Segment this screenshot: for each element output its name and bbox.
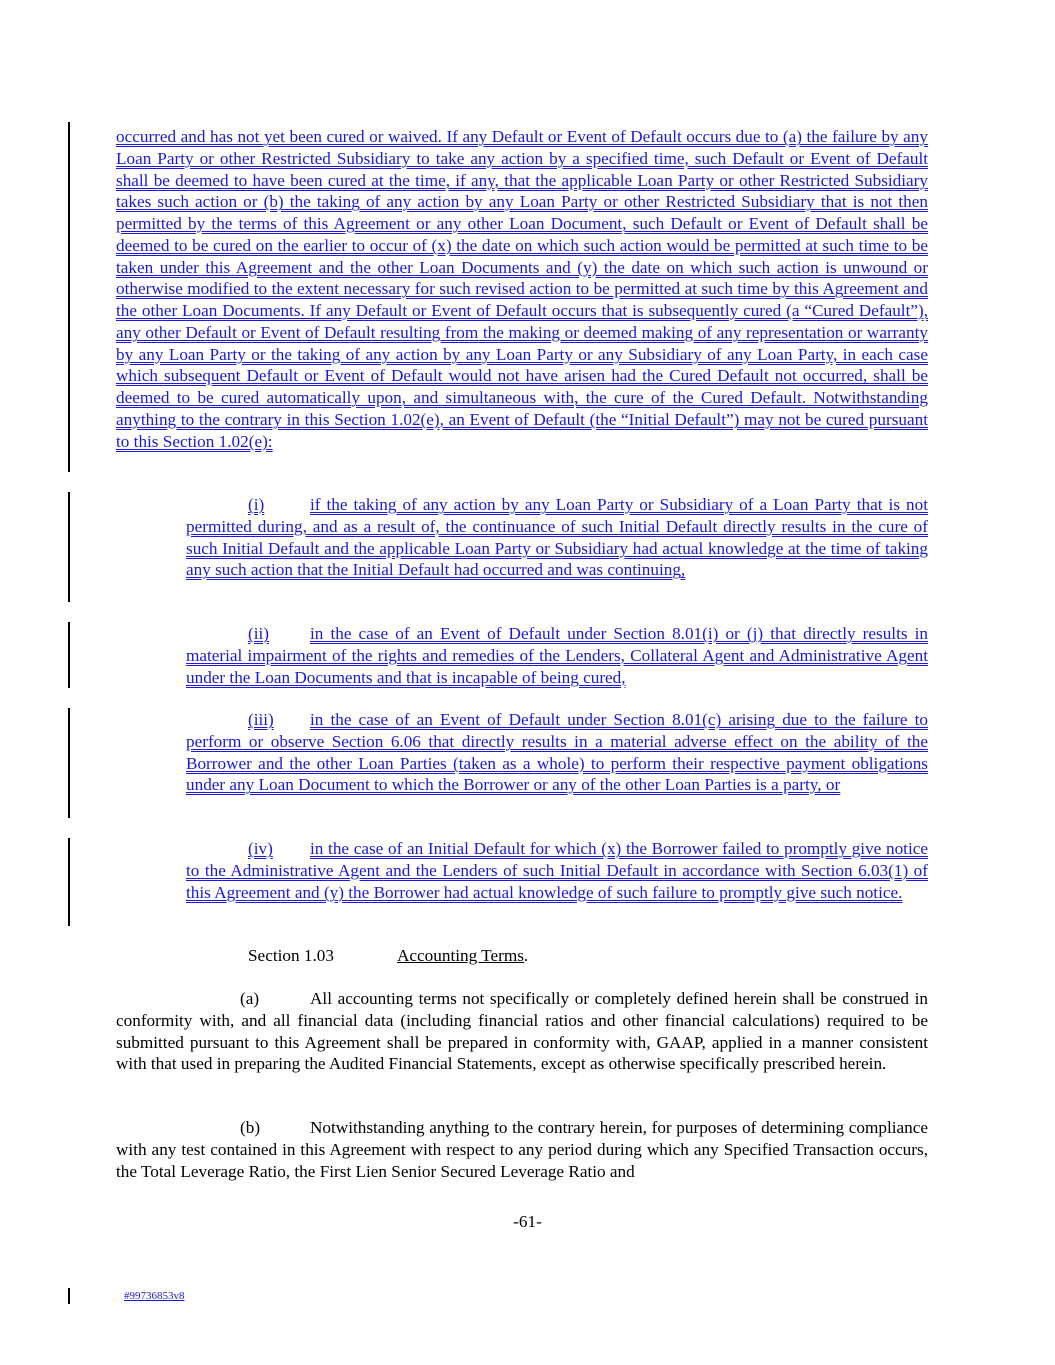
- paragraph-label: (b): [240, 1118, 261, 1137]
- intro-paragraph-text: occurred and has not yet been cured or waived. If any Default or Event of Default occurs due to (a) the failure by any Loan Party or other Restricted Subsidiary to take any action by a specified time, such Default or Event of Default shall be deemed to have been cured at the time, if any, that the applicable Loan Party or other Restricted Subsidiary takes such action or (b) the taking of any action by any Loan Party or other Restricted Subsidiary that is not then permitted by the terms of this Agreement or any other Loan Document, such Default or Event of Default shall be deemed to be cured on the earlier to occur of (x) the date on which such action would be permitted at such time to be taken under this Agreement and the other Loan Documents and (y) the date on which such action is unwound or otherwise modified to the extent necessary for such revised action to be permitted at such time by this Agreement and the other Loan Documents. If any Default or Event of Default occurs that is subsequently cured (a “Cured Default”), any other Default or Event of Default resulting from the making or deemed making of any representation or warranty by any Loan Party or the taking of any action by any Loan Party or any Subsidiary of any Loan Party, in each case which subsequent Default or Event of Default would not have arisen had the Cured Default not occurred, shall be deemed to be cured automatically upon, and simultaneous with, the cure of the Cured Default. Notwithstanding anything to the contrary in this Section 1.02(e), an Event of Default (the “Initial Default”) may not be cured pursuant to this Section 1.02(e):: [116, 127, 928, 451]
- page-number: -61-: [513, 1212, 542, 1231]
- paragraph-text: All accounting terms not specifically or completely defined herein shall be construed in conformity with, and all financial data (including financial ratios and other financial calculations) required to be submitted pursuant to this Agreement shall be prepared in conformity with, GAAP, applied in a manner consistent with that used in preparing the Audited Financial Statements, except as otherwise specifically prescribed herein.: [116, 989, 928, 1074]
- change-bar: [68, 838, 70, 926]
- change-bar: [68, 708, 70, 818]
- document-id: #99736853v8: [124, 1290, 185, 1302]
- item-text: in the case of an Event of Default under Section 8.01(c) arising due to the failure to perform or observe Section 6.06 that directly results in a material adverse effect on the ability of the Borrower and the other Loan Parties (taken as a whole) to perform their respective payment obligations under any Loan Document to which the Borrower or any of the other Loan Parties is a party, or: [186, 710, 928, 795]
- section-title: Accounting Terms: [397, 946, 524, 965]
- section-heading: [248, 945, 528, 967]
- section-number: Section 1.03: [248, 946, 334, 965]
- paragraph-b: [116, 1117, 928, 1182]
- item-text: in the case of an Event of Default under Section 8.01(i) or (j) that directly results in material impairment of the rights and remedies of the Lenders, Collateral Agent and Administrative Agent under the Loan Documents and that is incapable of being cured,: [186, 624, 928, 687]
- list-item: [186, 838, 928, 903]
- change-bar: [68, 1288, 70, 1304]
- item-number: (iii): [248, 710, 274, 729]
- item-number: (iv): [248, 839, 273, 858]
- intro-paragraph: [116, 126, 928, 452]
- section-title-period: .: [523, 946, 529, 965]
- item-number: (i): [248, 495, 265, 514]
- item-text: in the case of an Initial Default for which (x) the Borrower failed to promptly give notice to the Administrative Agent and the Lenders of such Initial Default in accordance with Section 6.03(1) of this Agreement and (y) the Borrower had actual knowledge of such failure to promptly give such notice.: [186, 839, 928, 902]
- change-bar: [68, 492, 70, 602]
- paragraph-text: Notwithstanding anything to the contrary herein, for purposes of determining compliance with any test contained in this Agreement with respect to any period during which any Specified Transaction occurs, the Total Leverage Ratio, the First Lien Senior Secured Leverage Ratio and: [116, 1118, 928, 1181]
- list-item: [186, 709, 928, 796]
- change-bar: [68, 622, 70, 688]
- change-bar: [68, 122, 70, 472]
- list-item: [186, 494, 928, 581]
- paragraph-label: (a): [240, 989, 260, 1008]
- item-text: if the taking of any action by any Loan Party or Subsidiary of a Loan Party that is not permitted during, and as a result of, the continuance of such Initial Default directly results in the cure of such Initial Default and the applicable Loan Party or Subsidiary had actual knowledge at the time of taking any such action that the Initial Default had occurred and was continuing,: [186, 495, 928, 580]
- paragraph-a: [116, 988, 928, 1075]
- list-item: [186, 623, 928, 688]
- item-number: (ii): [248, 624, 269, 643]
